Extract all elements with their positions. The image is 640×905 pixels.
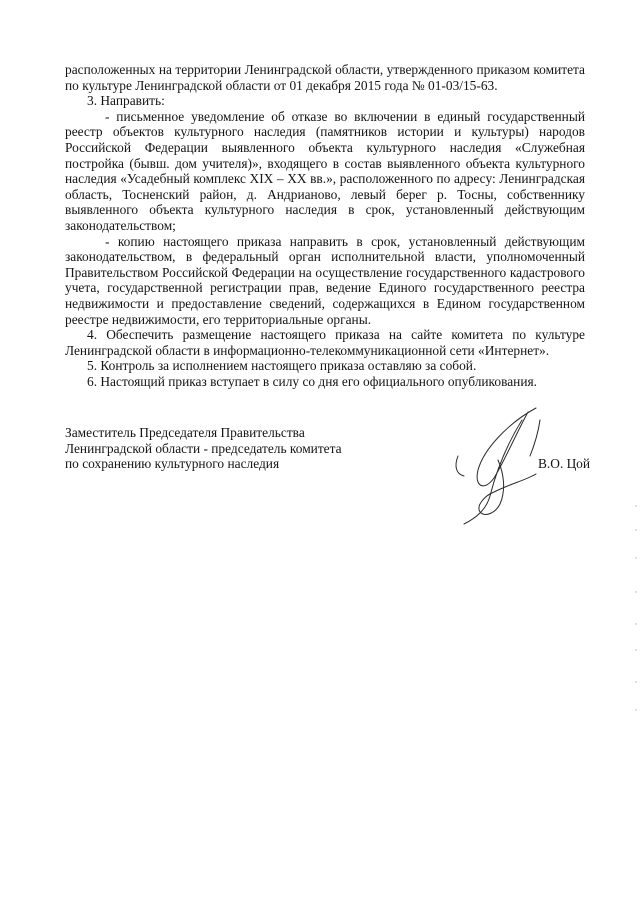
signatory-name: В.О. Цой [538,456,590,471]
signatory-title-line: Ленинградской области - председатель комитета [65,440,342,456]
signatory-title [65,425,365,472]
paragraph-item-5: 5. Контроль за исполнением настоящего приказа оставляю за собой. [87,358,477,374]
paragraph-notice: - письменное уведомление об отказе во включении в единый государственный реестр объектов культурного наследия (памятников истории и культуры) народов Российской Федерации выявленного объекта культурного наследия «Служебная постройка (бывш. дом учителя)», входящего в состав выявленного объекта культурного наследия «Усадебный комплекс XIX – XX вв.», расположенного по адресу: Ленинградская область, Тосненский район, д. Андрианово, левый берег р. Тосны, собственнику выявленного объекта культурного наследия в срок, установленный действующим законодательством; [65,108,585,233]
scan-edge-marks [634,500,638,720]
paragraph-item-3: 3. Направить: [87,93,165,109]
paragraph-copy: - копию настоящего приказа направить в срок, установленный действующим законодательством, в федеральный орган исполнительной власти, уполномоченный Правительством Российской Федерации на осуществление государственного кадастрового учета, государственной регистрации прав, ведение Единого государственного реестра недвижимости и предоставление сведений, содержащихся в Едином государственном реестре недвижимости, его территориальные органы. [65,233,585,327]
signatory-title-line: Заместитель Председателя Правительства [65,425,305,440]
paragraph-item-6: 6. Настоящий приказ вступает в силу со дня его официального опубликования. [87,373,537,389]
paragraph-continuation: расположенных на территории Ленинградской области, утвержденного приказом комитета по культуре Ленинградской области от 01 декабря 2015 года № 01-03/15-63. [65,62,585,93]
signatory-title-line: по сохранению культурного наследия [65,456,280,472]
paragraph-item-4: 4. Обеспечить размещение настоящего приказа на сайте комитета по культуре Ленинградской области в информационно-телекоммуникационной сети «Интернет». [65,327,585,358]
document-body [65,62,585,389]
